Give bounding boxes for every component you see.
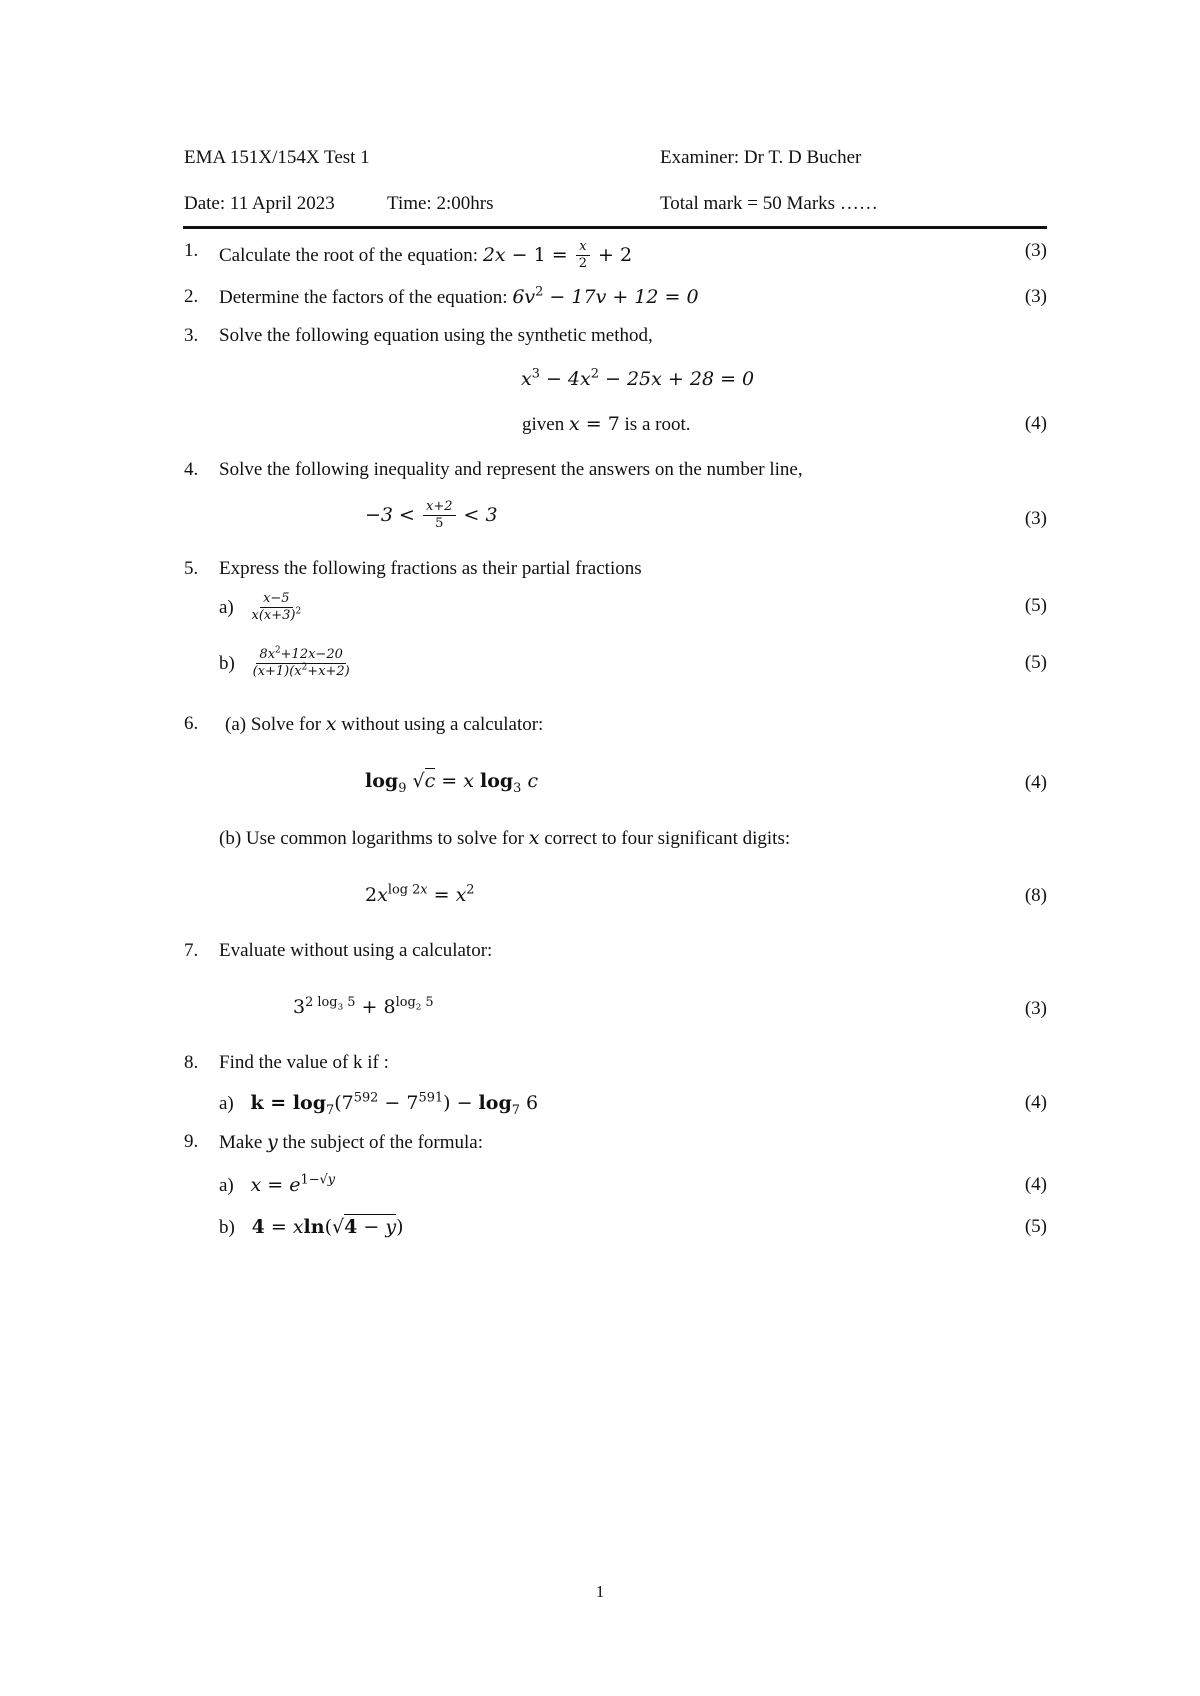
part-label: a) [219,1093,234,1114]
question-text [219,286,699,309]
question-text: Express the following fractions as their partial fractions [219,558,642,579]
question-mark: (3) [1024,508,1047,529]
question-mark: (5) [1024,1216,1047,1237]
formula: $x = e^{1-√y}$ [250,1172,336,1196]
question-number: 8. [184,1052,199,1073]
part-label: a) [219,1175,234,1196]
question-mark: (4) [1024,772,1047,793]
part-b [219,645,355,680]
question-mark: (3) [1024,998,1047,1019]
question-number: 4. [184,459,199,480]
part-a-text: (a) Solve for x without using a calculator: [225,713,544,735]
question-mark: (3) [1024,240,1047,261]
question-number: 6. [184,713,199,734]
question-number: 1. [184,240,199,261]
part-a [219,1174,335,1197]
question-number: 5. [184,558,199,579]
part-label: b) [219,1217,235,1238]
formula: 4 = xln(√4 − y) [251,1216,404,1238]
question-mark: (8) [1024,885,1047,906]
part-b-text: (b) Use common logarithms to solve for x correct to four significant digits: [219,827,791,849]
question-text [219,240,632,272]
equation: $x^3 - 4x^2 - 25x + 28 = 0$ [521,366,755,390]
question-number: 2. [184,286,199,307]
total-mark: Total mark = 50 Marks …… [660,193,878,214]
part-label: b) [219,652,235,674]
question-mark: (4) [1024,413,1047,434]
question-text: Make y the subject of the formula: [219,1131,483,1153]
question-text-label: Calculate the root of the equation: [219,244,479,266]
question-mark: (5) [1024,595,1047,616]
header-divider [183,226,1047,229]
fraction-expression: $\frac{8x^2+12x-20}{(x+1)(x^2+x+2)}$ [252,645,350,680]
exponent-expression: $3^{2 log_3 5} + 8^{log_2 5}$ [293,994,434,1018]
page-number: 1 [595,1582,605,1601]
given-root: given x = 7 is a root. [522,413,691,435]
part-a [219,1090,539,1118]
equation: $6v^2 - 17v + 12 = 0$ [512,284,699,308]
log-equation: $2x^{log 2x} = x^2$ [365,882,475,906]
equation: 2x − 1 = $\frac{x}{2}$ + 2 [482,239,633,272]
part-b [219,1216,404,1239]
question-text: Solve the following equation using the synthetic method, [219,325,653,346]
exam-time: Time: 2:00hrs [387,193,494,214]
part-label: a) [219,596,234,618]
question-text: Evaluate without using a calculator: [219,940,493,961]
question-number: 3. [184,325,199,346]
log-equation: $\log_9 √c = x$ $\log_3 c$ [365,770,539,796]
question-number: 9. [184,1131,199,1152]
question-mark: (4) [1024,1174,1047,1195]
question-mark: (5) [1024,652,1047,673]
question-mark: (4) [1024,1092,1047,1113]
question-mark: (3) [1024,286,1047,307]
question-text: Solve the following inequality and represent the answers on the number line, [219,459,803,480]
course-code: EMA 151X/154X Test 1 [184,147,370,168]
fraction-expression: $\frac{x-5}{x(x+3)^2}$ [251,591,302,624]
inequality: −3 < $\frac{x+2}{5}$ < 3 [365,499,498,532]
root-expression: x = 7 [568,413,620,435]
question-number: 7. [184,940,199,961]
question-text-label: Determine the factors of the equation: [219,287,508,308]
log-expression: $k = \log_7(7^{592} - 7^{591}) - \log_7 6$ [250,1090,539,1118]
question-text: Find the value of k if : [219,1052,389,1073]
part-a [219,592,306,624]
exam-date: Date: 11 April 2023 [184,193,335,214]
examiner: Examiner: Dr T. D Bucher [660,147,862,168]
